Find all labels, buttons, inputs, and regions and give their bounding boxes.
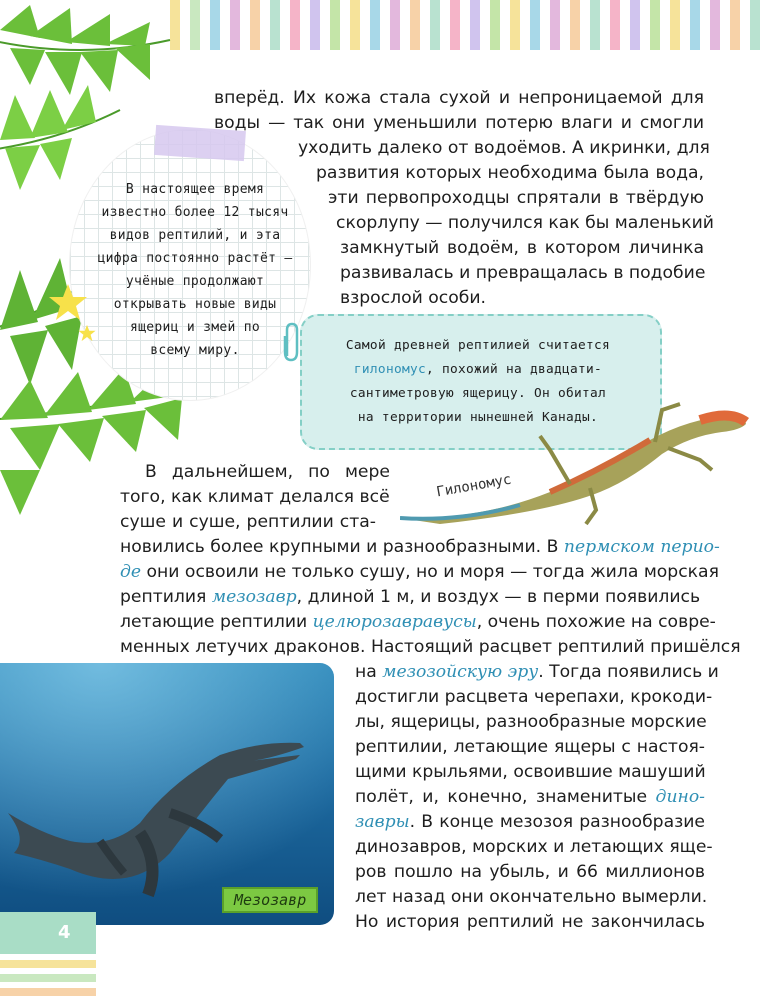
mesosaurus-illustration [0,663,334,925]
text-line [120,560,719,585]
note-line: В настоящее время [125,182,265,197]
text-line: эти первопроходцы спрятали в твёрдую [328,188,704,208]
text-line: взрослой особи. [340,288,486,308]
text-line [120,585,700,610]
note-line: ящериц и змей по [129,320,261,335]
highlight-mesozoic: мезозойскую эру [382,662,539,682]
text-segment: , очень похожие на совре- [476,612,716,632]
stripe [750,0,760,50]
text-line: замкнутый водоём, в котором личинка [340,238,704,258]
text-line [355,660,719,685]
stripe [670,0,680,50]
text-line: Но история рептилий не закончилась [355,912,705,932]
paperclip-icon [282,322,300,364]
note-line: сантиметровую ящерицу. Он обитал [349,386,607,401]
text-line [355,810,705,835]
highlight-permian: пермском перио- [563,537,720,557]
bottom-bar [0,974,96,982]
stripe [590,0,600,50]
stripe [510,0,520,50]
text-segment: . Тогда появились и [538,662,719,682]
fact-note [95,178,295,362]
text-segment: , длиной 1 м, и воздух — в перми появились [296,587,701,607]
stripe [550,0,560,50]
stripe [470,0,480,50]
stripe [410,0,420,50]
stripe [350,0,360,50]
text-line: В дальнейшем, по мере [145,462,390,482]
stripe [630,0,640,50]
text-line: уходить далеко от водоёмов. А икринки, для [298,138,710,158]
stripe [430,0,440,50]
mesosaurus-caption: Мезозавр [222,887,318,913]
note-line: учёные продолжают [125,274,265,289]
highlight-permian-end: де [120,562,142,582]
note-line: на территории нынешней Канады. [357,410,599,425]
text-line: лы, ящерицы, разнообразные морские [355,712,707,732]
bottom-bar [0,988,96,996]
stripe [390,0,400,50]
stripe [690,0,700,50]
text-segment: рептилия [120,587,212,607]
bottom-bar [0,960,96,968]
note-line: открывать новые виды [113,297,277,312]
note-line: Самой древней рептилией считается [345,338,611,353]
note-line-rest: , похожий на двадцати- [425,362,603,377]
lizard-caption: Гилономус [435,471,513,501]
text-line: того, как климат делался всё [120,487,390,507]
stripe [310,0,320,50]
text-line [355,785,705,810]
stripe [610,0,620,50]
stripe [570,0,580,50]
text-line: развития которых необходима была вода, [316,163,704,183]
note-line: всему миру. [150,343,240,358]
highlight-coelurosauravus: целюрозавравусы [312,612,477,632]
text-line: воды — так они уменьшили потерю влаги и смогли [214,113,704,133]
text-segment: они освоили не только сушу, но и моря — тогда жила морская [141,562,719,582]
text-line: динозавров, морских и летающих яще- [355,837,713,857]
text-line: менных летучих драконов. Настоящий расцвет рептилий пришёлся [120,637,741,657]
text-line: вперёд. Их кожа стала сухой и непроницаемой для [214,88,704,108]
text-line: лет назад они окончательно вымерли. [355,887,708,907]
text-line: достигли расцвета черепахи, крокоди- [355,687,713,707]
text-line: суше и суше, рептилии ста- [120,512,376,532]
stripe [330,0,340,50]
text-segment: полёт, и, конечно, знаменитые [355,787,656,807]
stripe [370,0,380,50]
note-line: цифра постоянно растёт — [97,251,293,266]
text-segment: . В конце мезозоя разнообразие [409,812,705,832]
page-number: 4 [58,922,71,943]
text-segment: летающие рептилии [120,612,313,632]
text-line: развивалась и превращалась в подобие [340,263,706,283]
text-segment: новились более крупными и разнообразными. В [120,537,564,557]
text-segment: на [355,662,383,682]
stripe [730,0,740,50]
note-line: видов рептилий, и эта [109,228,281,243]
text-line: щими крыльями, освоившие машуший [355,762,706,782]
highlight-mesosaurus: мезозавр [211,587,297,607]
text-line: скорлупу — получился как бы маленький [336,213,714,233]
stripe [490,0,500,50]
mesosaurus-drawing [0,663,334,925]
page-number-tab [0,912,96,954]
text-line [120,610,716,635]
small-star-icon [78,324,96,342]
text-line: рептилии, летающие ящеры с настоя- [355,737,705,757]
hylonomus-lizard-illustration [400,400,752,530]
text-line [120,535,720,560]
stripe [650,0,660,50]
highlight-dinosaurs: дино- [655,787,705,807]
highlight-dinosaurs-end: завры [355,812,410,832]
note-line: известно более 12 тысяч [101,205,289,220]
note-line [318,358,638,382]
stripe [530,0,540,50]
text-line: ров пошло на убыль, и 66 миллионов [355,862,705,882]
stripe [710,0,720,50]
stripe [270,0,280,50]
stripe [450,0,460,50]
star-icon [48,282,88,322]
stripe [290,0,300,50]
hylonomus-term: гилономус [353,362,426,377]
